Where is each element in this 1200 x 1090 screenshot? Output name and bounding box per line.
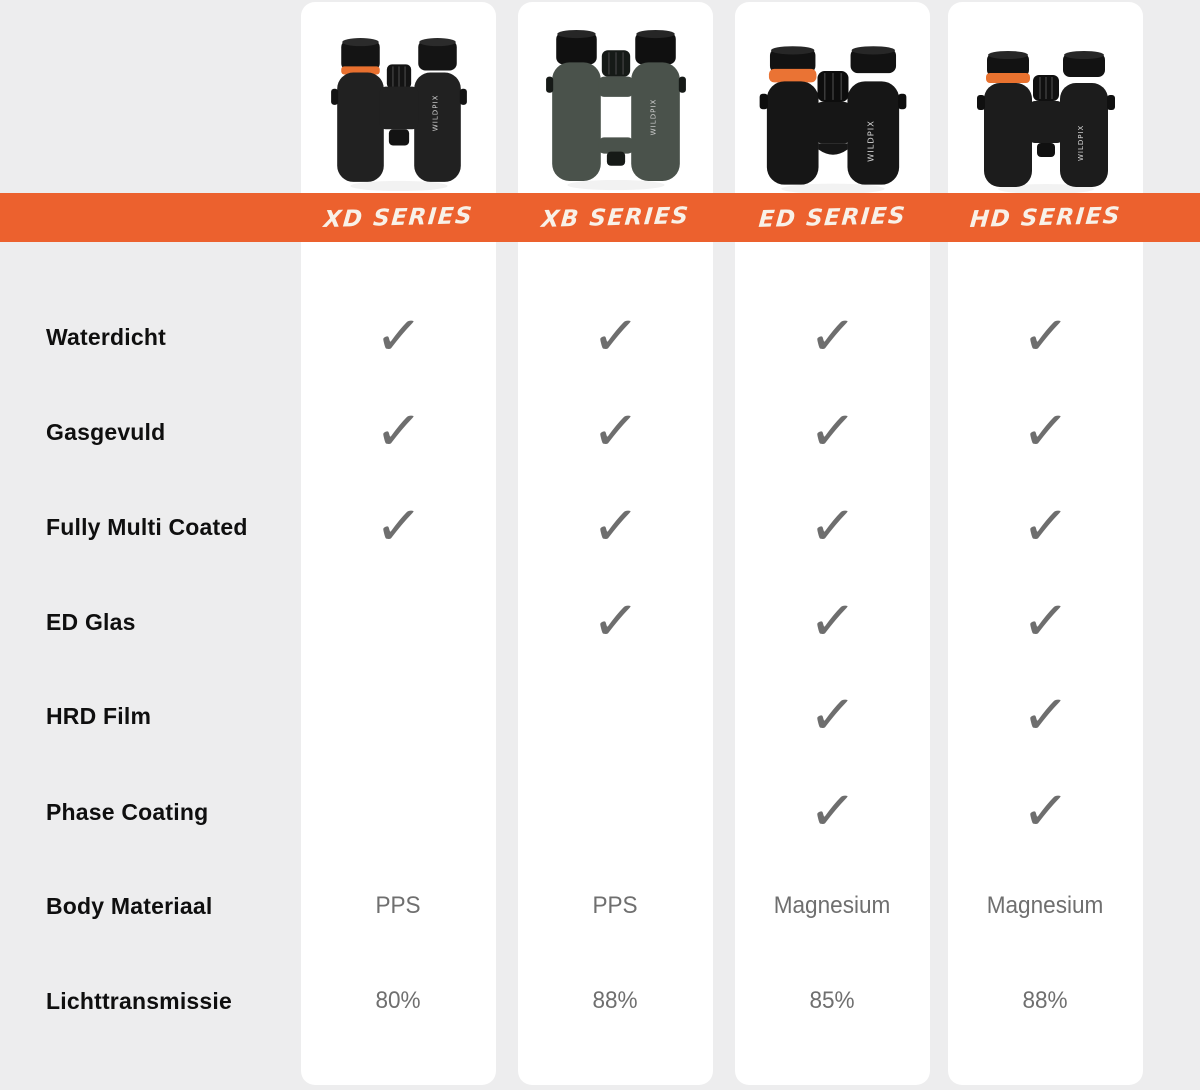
series-label-xd: XD SERIES: [322, 202, 475, 233]
empty-cell: [516, 773, 715, 850]
feature-row-fully-multi-coated: [0, 492, 1200, 561]
product-image-xd: [301, 2, 496, 195]
product-image-hd: [948, 2, 1143, 195]
binoculars-hd-image: [971, 45, 1121, 195]
series-label-xb: XB SERIES: [540, 202, 691, 233]
check-icon: ✓: [1019, 777, 1072, 846]
feature-label: Phase Coating: [46, 798, 209, 825]
check-icon: ✓: [806, 302, 859, 371]
feature-row-lichttransmissie: [0, 969, 1200, 1033]
series-label-hd: HD SERIES: [968, 202, 1123, 233]
check-icon: ✓: [806, 492, 859, 561]
value-cell: PPS: [592, 892, 639, 919]
value-cell: Magnesium: [987, 892, 1104, 919]
check-icon: ✓: [372, 302, 425, 371]
check-icon: ✓: [589, 587, 642, 656]
binoculars-ed-image: [755, 40, 911, 195]
feature-label: HRD Film: [46, 702, 152, 729]
orange-ring: [768, 69, 816, 82]
check-icon: ✓: [589, 492, 642, 561]
check-icon: ✓: [1019, 397, 1072, 466]
binoculars-xb-image: [540, 20, 692, 195]
feature-row-ed-glas: [0, 587, 1200, 656]
check-icon: ✓: [372, 397, 425, 466]
empty-cell: [516, 677, 715, 754]
empty-cell: [299, 583, 498, 660]
feature-label: Waterdicht: [46, 323, 166, 350]
feature-row-waterdicht: [0, 302, 1200, 371]
feature-label: Gasgevuld: [46, 418, 166, 445]
binoculars-xd-image: [323, 27, 475, 195]
value-cell: PPS: [375, 892, 422, 919]
brand-text: WILDPIX: [1076, 124, 1085, 161]
check-icon: ✓: [1019, 492, 1072, 561]
check-icon: ✓: [372, 492, 425, 561]
feature-row-hrd-film: [0, 681, 1200, 750]
check-icon: ✓: [1019, 681, 1072, 750]
check-icon: ✓: [589, 397, 642, 466]
check-icon: ✓: [589, 302, 642, 371]
feature-row-phase-coating: [0, 777, 1200, 846]
feature-label: Body Materiaal: [46, 892, 213, 919]
value-cell: 88%: [1022, 987, 1069, 1014]
check-icon: ✓: [1019, 302, 1072, 371]
value-cell: 80%: [375, 987, 422, 1014]
product-image-ed: [735, 2, 930, 195]
series-band: [0, 193, 1200, 242]
feature-label: Fully Multi Coated: [46, 513, 248, 540]
product-image-xb: [518, 2, 713, 195]
feature-row-body-materiaal: [0, 874, 1200, 938]
check-icon: ✓: [806, 587, 859, 656]
feature-row-gasgevuld: [0, 397, 1200, 466]
value-cell: 88%: [592, 987, 639, 1014]
orange-ring: [986, 73, 1030, 83]
check-icon: ✓: [1019, 587, 1072, 656]
series-label-ed: ED SERIES: [757, 202, 908, 233]
empty-cell: [299, 773, 498, 850]
check-icon: ✓: [806, 681, 859, 750]
brand-text: WILDPIX: [648, 98, 658, 136]
brand-text: WILDPIX: [864, 120, 875, 162]
check-icon: ✓: [806, 397, 859, 466]
value-cell: Magnesium: [774, 892, 891, 919]
value-cell: 85%: [809, 987, 856, 1014]
brand-text: WILDPIX: [430, 94, 440, 132]
feature-label: Lichttransmissie: [46, 987, 232, 1014]
check-icon: ✓: [806, 777, 859, 846]
feature-label: ED Glas: [46, 608, 136, 635]
empty-cell: [299, 677, 498, 754]
